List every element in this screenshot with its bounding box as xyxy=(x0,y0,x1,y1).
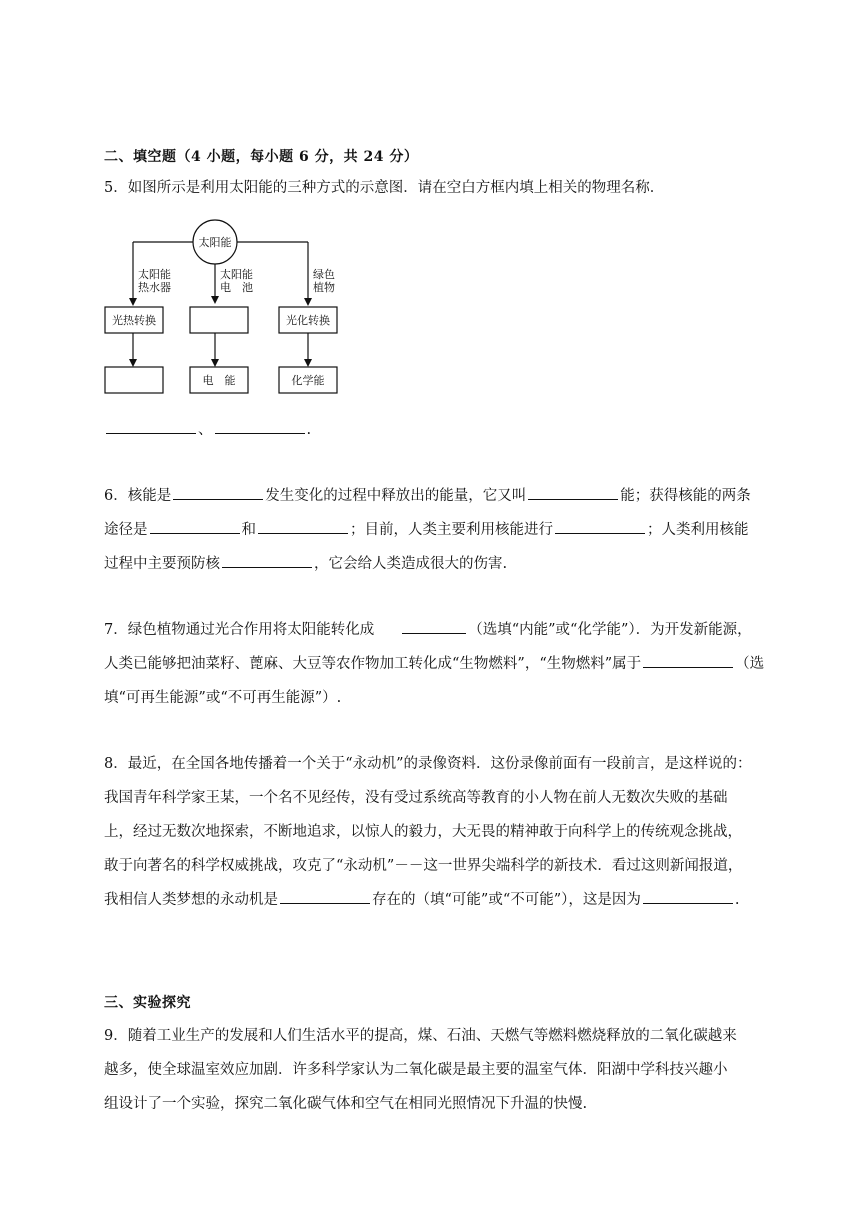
question-7-line-1: 7．绿色植物通过光合作用将太阳能转化成 （选填“内能”或“化学能”）．为开发新能源， xyxy=(104,622,752,638)
box-photothermal-label: 光热转换 xyxy=(112,314,156,327)
answer-period: . xyxy=(306,422,312,438)
solar-energy-diagram xyxy=(104,212,342,400)
branch-left-label-2: 热水器 xyxy=(138,281,171,294)
question-6-line-3: 过程中主要预防核 ，它会给人类造成很大的伤害. xyxy=(104,556,508,572)
answer-blank[interactable] xyxy=(150,532,240,534)
box-blank-left-output xyxy=(105,367,163,393)
answer-blank[interactable] xyxy=(258,532,348,534)
question-6-line-1: 6．核能是 发生变化的过程中释放出的能量，它又叫 能；获得核能的两条 xyxy=(104,488,751,504)
branch-left-label-1: 太阳能 xyxy=(138,268,171,281)
box-chemical-energy-label: 化学能 xyxy=(291,374,325,387)
question-8-line-4: 敢于向著名的科学权威挑战，攻克了“永动机”－－这一世界尖端科学的新技术．看过这则新闻报道， xyxy=(104,858,743,874)
question-8-line-2: 我国青年科学家王某，一个名不见经传，没有受过系统高等教育的小人物在前人无数次失败的基础 xyxy=(104,790,728,806)
question-9-line-3: 组设计了一个实验，探究二氧化碳气体和空气在相同光照情况下升温的快慢. xyxy=(104,1096,588,1112)
section-heading-experiment: 三、实验探究 xyxy=(104,995,191,1011)
answer-blank[interactable] xyxy=(215,432,305,434)
question-6-line-2: 途径是 和 ；目前，人类主要利用核能进行 ；人类利用核能 xyxy=(104,522,749,538)
diagram-svg xyxy=(104,212,342,400)
branch-right-label-2: 植物 xyxy=(313,281,335,294)
section-heading-fill-in: 二、填空题（4 小题，每小题 6 分，共 24 分） xyxy=(104,149,419,165)
box-electric-energy-label: 电 能 xyxy=(202,374,236,387)
question-8-line-1: 8．最近，在全国各地传播着一个关于“永动机”的录像资料．这份录像前面有一段前言，是这样说的： xyxy=(104,756,752,772)
question-7-line-2: 人类已能够把油菜籽、蓖麻、大豆等农作物加工转化成“生物燃料”，“生物燃料”属于 （选 xyxy=(104,656,765,672)
answer-blank[interactable] xyxy=(643,666,733,668)
box-blank-middle xyxy=(190,307,248,333)
question-5-answer-line xyxy=(104,418,756,439)
answer-separator: 、 xyxy=(198,422,213,438)
question-9-line-1: 9．随着工业生产的发展和人们生活水平的提高，煤、石油、天燃气等燃料燃烧释放的二氧化碳越来 xyxy=(104,1028,737,1044)
answer-blank[interactable] xyxy=(173,498,263,500)
question-7-line-3: 填“可再生能源”或“不可再生能源”）. xyxy=(104,690,342,706)
answer-blank[interactable] xyxy=(222,566,312,568)
branch-mid-label-2: 电 池 xyxy=(220,281,253,294)
answer-blank[interactable] xyxy=(280,902,370,904)
question-5-text: 5．如图所示是利用太阳能的三种方式的示意图．请在空白方框内填上相关的物理名称． xyxy=(104,180,665,196)
answer-blank[interactable] xyxy=(643,902,733,904)
answer-blank[interactable] xyxy=(402,632,466,634)
question-8-line-3: 上，经过无数次地探索，不断地追求，以惊人的毅力，大无畏的精神敢于向科学上的传统观念挑战， xyxy=(104,824,742,840)
branch-right-label-1: 绿色 xyxy=(313,268,335,281)
branch-mid-label-1: 太阳能 xyxy=(220,268,253,281)
answer-blank[interactable] xyxy=(528,498,618,500)
sun-node-label: 太阳能 xyxy=(198,236,232,249)
box-photochemical-label: 光化转换 xyxy=(286,314,330,327)
question-9-line-2: 越多，使全球温室效应加剧．许多科学家认为二氧化碳是最主要的温室气体．阳湖中学科技兴趣小 xyxy=(104,1062,728,1078)
question-8-line-5: 我相信人类梦想的永动机是 存在的（填“可能”或“不可能”），这是因为 . xyxy=(104,892,740,908)
answer-blank[interactable] xyxy=(555,532,645,534)
answer-blank[interactable] xyxy=(106,432,196,434)
